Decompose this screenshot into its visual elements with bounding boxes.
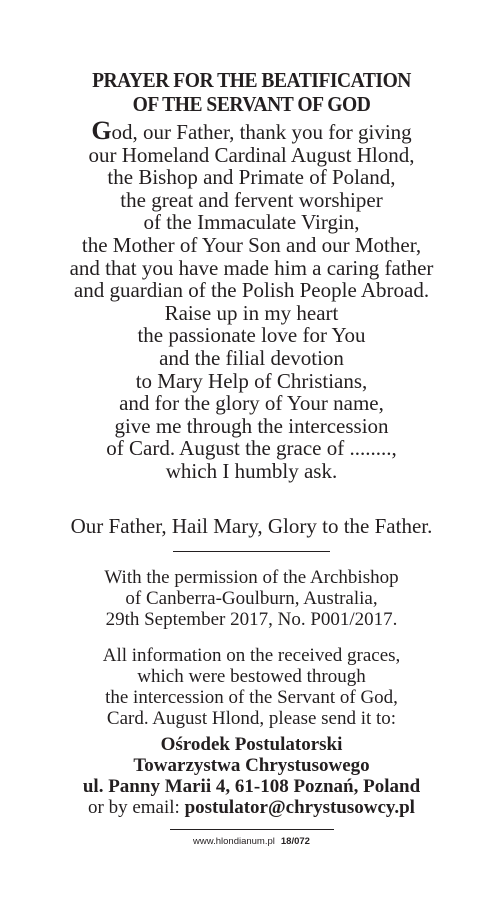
prayer-line: of Card. August the grace of ........, (106, 436, 397, 461)
footer (0, 836, 503, 848)
prayer-line: the Mother of Your Son and our Mother, (81, 232, 422, 257)
info-line: which were bestowed through (137, 666, 366, 687)
prayer-line: the Bishop and Primate of Poland, (107, 165, 396, 190)
drop-cap: G (91, 116, 112, 145)
prayer-line: of the Immaculate Virgin, (143, 210, 360, 235)
prayer-line: Raise up in my heart (164, 300, 339, 325)
print-code: 18/072 (280, 836, 310, 847)
permission-line: 29th September 2017, No. P001/2017. (105, 609, 398, 630)
prayer-line: to Mary Help of Christians, (135, 368, 368, 393)
org-name-line-1: Ośrodek Postulatorski (160, 734, 343, 755)
prayer-line: the great and fervent worshiper (120, 187, 383, 212)
info-line: All information on the received graces, (102, 645, 401, 666)
prayer-line: which I humbly ask. (165, 458, 338, 483)
prayer-line: give me through the intercession (114, 413, 389, 438)
website: www.hlondianum.pl (193, 836, 275, 847)
prayer-first-line (0, 116, 503, 145)
info-line: Card. August Hlond, please send it to: (106, 708, 397, 729)
prayer-line: and guardian of the Polish People Abroad. (73, 278, 430, 303)
permission-note (0, 567, 503, 630)
prayer-first-line-rest: od, our Father, thank you for giving (111, 120, 412, 144)
permission-line: With the permission of the Archbishop (104, 567, 399, 588)
title-line-2: OF THE SERVANT OF GOD (132, 92, 371, 116)
info-line: the intercession of the Servant of God, (105, 687, 398, 708)
prayer-line: and for the glory of Your name, (119, 391, 384, 416)
email-address: postulator@chrystusowcy.pl (184, 797, 415, 818)
section-divider (173, 551, 330, 552)
footer-divider (170, 829, 334, 830)
email-prefix: or by email: (88, 797, 185, 818)
postal-address (0, 734, 503, 818)
prayer-line: and that you have made him a caring father (69, 255, 434, 280)
info-note (0, 645, 503, 729)
street-address: ul. Panny Marii 4, 61-108 Poznań, Poland (82, 776, 421, 797)
prayer-line: the passionate love for You (137, 323, 366, 348)
email-line (0, 797, 503, 818)
prayer-line: our Homeland Cardinal August Hlond, (88, 142, 415, 167)
prayer-text (0, 116, 503, 483)
closing-prayers: Our Father, Hail Mary, Glory to the Father. (70, 514, 433, 538)
permission-line: of Canberra-Goulburn, Australia, (125, 588, 378, 609)
title-line-1: PRAYER FOR THE BEATIFICATION (92, 68, 411, 92)
org-name-line-2: Towarzystwa Chrystusowego (133, 755, 370, 776)
prayer-line: and the filial devotion (159, 345, 344, 370)
